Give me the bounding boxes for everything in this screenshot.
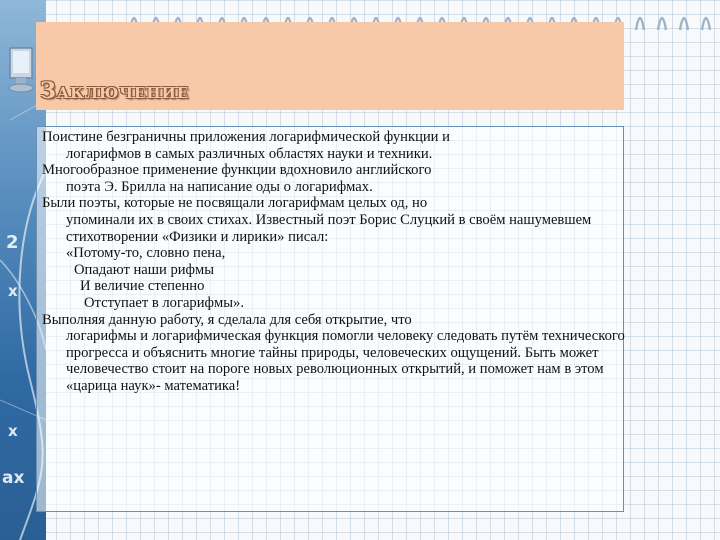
poem-line: Опадают наши рифмы: [74, 261, 215, 278]
poem-line: И величие степенно: [80, 278, 205, 295]
paragraph-continuation: поэта Э. Брилла на написание оды о логарифмах.: [66, 178, 373, 195]
strip-glyph: x: [8, 422, 18, 440]
slide-title: Заключение: [40, 78, 190, 104]
paragraph-first-line: Выполняя данную работу, я сделала для себя открытие, что: [42, 311, 412, 328]
strip-glyph: x: [8, 282, 18, 300]
strip-glyph: ax: [2, 468, 25, 488]
paragraph-first-line: Были поэты, которые не посвящали логарифмам целых од, но: [42, 195, 428, 212]
slide-body: [42, 129, 626, 395]
paragraph: [42, 129, 626, 162]
monitor-icon: [8, 44, 42, 96]
paragraph: [42, 312, 626, 395]
paragraph: [42, 195, 626, 245]
paragraph: [42, 162, 626, 195]
paragraph-continuation: логарифмов в самых различных областях науки и техники.: [66, 145, 433, 162]
poem-quote: [42, 245, 626, 311]
poem-line: Отступает в логарифмы».: [84, 294, 244, 311]
paragraph-first-line: Многообразное применение функции вдохновило английского: [42, 162, 432, 179]
paragraph-first-line: Поистине безграничны приложения логарифмической функции и: [42, 129, 450, 145]
paragraph-continuation: логарифмы и логарифмическая функция помогли человеку следовать путём технического прогресса и объяснить многие тайны природы, человеческих ощущений. Быть может человечество стоит на пороге новых революционных открытий, и поможет нам в этом «царица наук»- математика!: [66, 328, 625, 394]
strip-glyph: 2: [6, 232, 19, 253]
paragraph-continuation: упоминали их в своих стихах. Известный поэт Борис Слуцкий в своём нашумевшем стихотворении «Физики и лирики» писал:: [66, 211, 592, 245]
poem-line: «Потому-то, словно пена,: [66, 245, 226, 262]
